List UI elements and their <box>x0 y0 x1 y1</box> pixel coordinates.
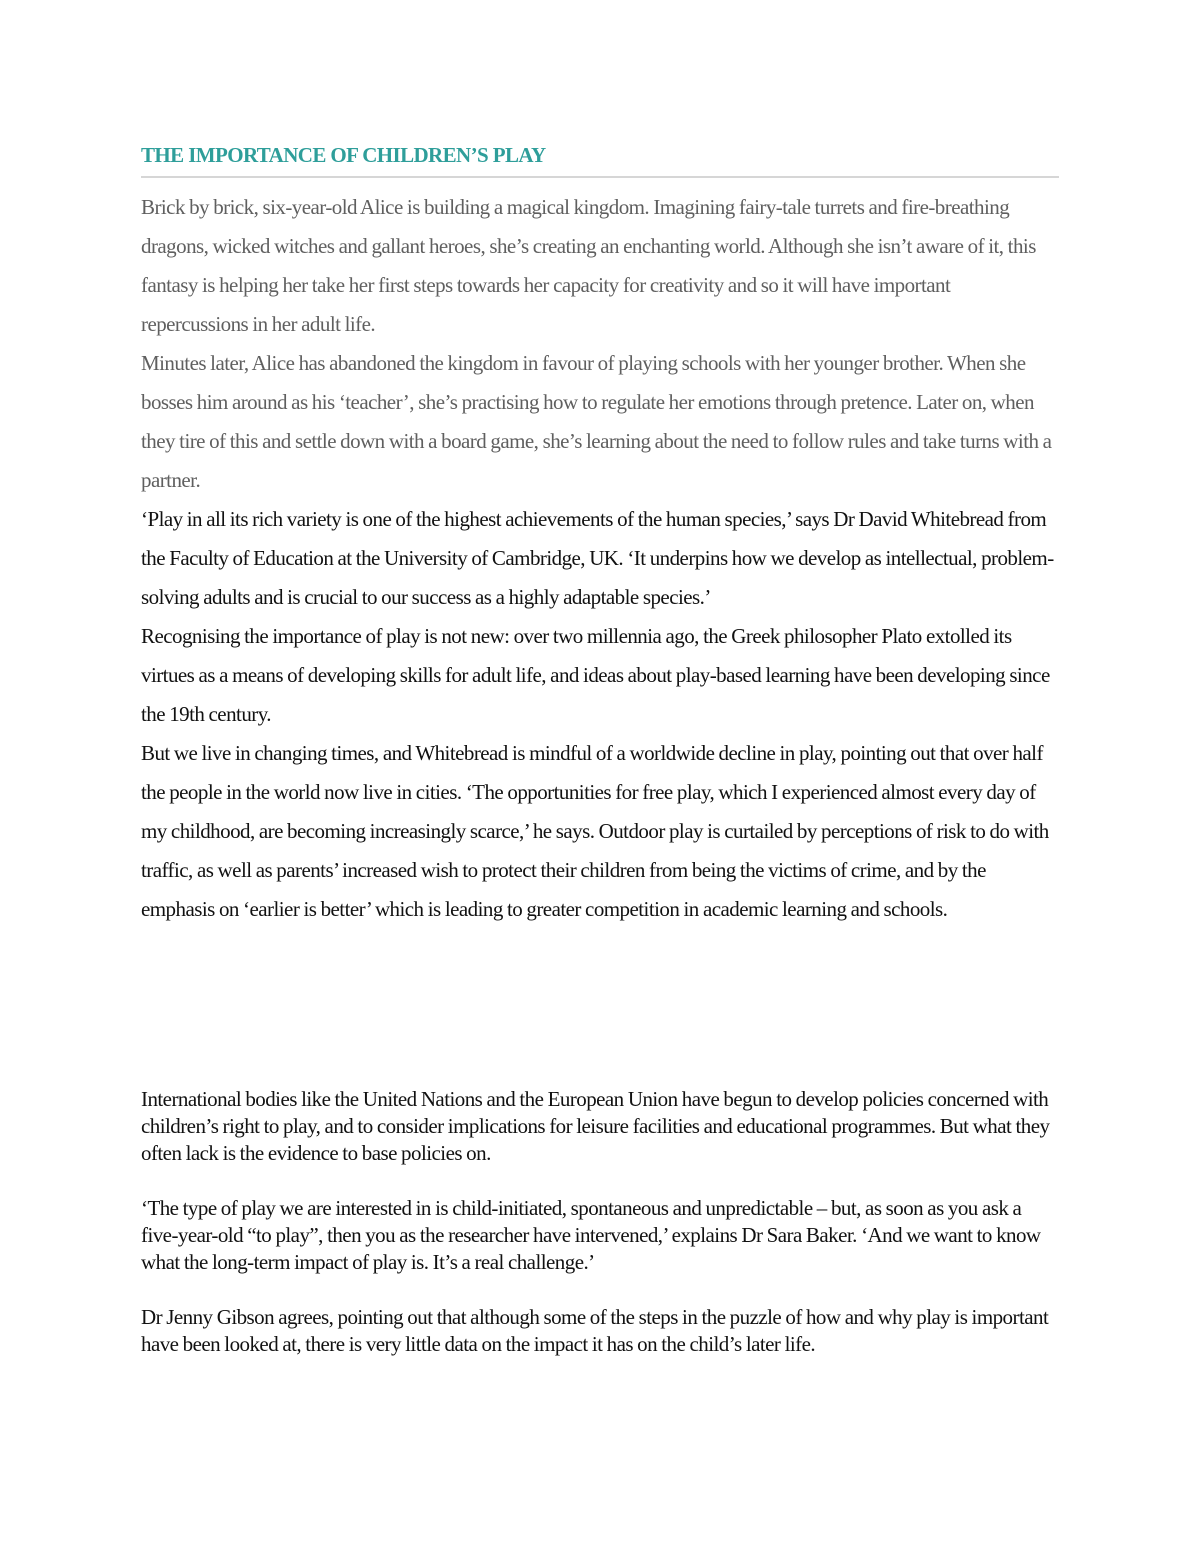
paragraph-whitebread-quote: ‘Play in all its rich variety is one of the highest achievements of the human species,’ says Dr David Whitebread from the Faculty of Education at the University of Cambridge, UK. ‘It underpins how we develop as intellectual, problem-solving adults and is crucial to our success as a highly adaptable species.’ <box>141 507 1054 609</box>
paragraph-gibson: Dr Jenny Gibson agrees, pointing out that although some of the steps in the puzzle of how and why play is important have been looked at, there is very little data on the impact it has on the child’s later life. <box>141 1305 1049 1356</box>
paragraph-alice-kingdom: Brick by brick, six-year-old Alice is building a magical kingdom. Imagining fairy-tale turrets and fire-breathing dragons, wicked witches and gallant heroes, she’s creating an enchanting world. Although she isn’t aware of it, this fantasy is helping her take her first steps towards her capacity for creativity and so it will have important repercussions in her adult life. <box>141 195 1036 336</box>
document-page <box>141 140 1059 1356</box>
paragraph-plato: Recognising the importance of play is not new: over two millennia ago, the Greek philosopher Plato extolled its virtues as a means of developing skills for adult life, and ideas about play-based learning have been developing since the 19th century. <box>141 624 1050 726</box>
paragraph-international-bodies: International bodies like the United Nations and the European Union have begun to develop policies concerned with children’s right to play, and to consider implications for leisure facilities and educational programmes. But what they often lack is the evidence to base policies on. <box>141 1087 1050 1165</box>
document-title: THE IMPORTANCE OF CHILDREN’S PLAY <box>141 140 1059 178</box>
paragraph-alice-schools: Minutes later, Alice has abandoned the kingdom in favour of playing schools with her younger brother. When she bosses him around as his ‘teacher’, she’s practising how to regulate her emotions through pretence. Later on, when they tire of this and settle down with a board game, she’s learning about the need to follow rules and take turns with a partner. <box>141 351 1052 492</box>
article-continuation <box>141 1086 1059 1386</box>
paragraph-decline-in-play: But we live in changing times, and Whitebread is mindful of a worldwide decline in play, pointing out that over half the people in the world now live in cities. ‘The opportunities for free play, which I experienced almost every day of my childhood, are becoming increasingly scarce,’ he says. Outdoor play is curtailed by perceptions of risk to do with traffic, as well as parents’ increased wish to protect their children from being the victims of crime, and by the emphasis on ‘earlier is better’ which is leading to greater competition in academic learning and schools. <box>141 741 1049 921</box>
paragraph-baker-quote: ‘The type of play we are interested in is child-initiated, spontaneous and unpredictable – but, as soon as you ask a five-year-old “to play”, then you as the researcher have intervened,’ explains Dr Sara Baker. ‘And we want to know what the long-term impact of play is. It’s a real challenge.’ <box>141 1196 1041 1274</box>
article-body <box>141 188 1059 929</box>
